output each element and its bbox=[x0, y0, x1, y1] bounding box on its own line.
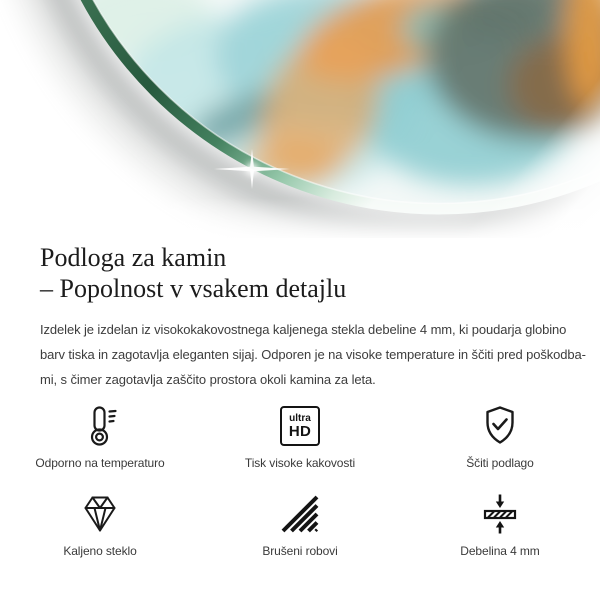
title-line-1: Podloga za kamin bbox=[40, 243, 227, 272]
glass-panel-image bbox=[0, 0, 600, 238]
description-line: barv tiska in zagotavlja eleganten sijaj. Odporen je na visoke temperature in ščiti pred poškodba- bbox=[40, 347, 586, 362]
thermometer-icon bbox=[78, 404, 122, 448]
ultra-hd-text-top: ultra bbox=[289, 412, 311, 424]
shield-check-icon bbox=[478, 404, 522, 448]
page-title bbox=[40, 242, 600, 304]
feature-temperature bbox=[0, 404, 200, 470]
beveled-edges-icon bbox=[278, 492, 322, 536]
description-line: Izdelek je izdelan iz visokokakovostnega kaljenega stekla debeline 4 mm, ki poudarja globino bbox=[40, 322, 567, 337]
feature-grid bbox=[0, 404, 600, 558]
feature-polished-edges bbox=[200, 492, 400, 558]
feature-label: Tisk visoke kakovosti bbox=[244, 456, 356, 470]
feature-label: Odporno na temperaturo bbox=[35, 456, 165, 470]
product-description bbox=[40, 317, 600, 392]
feature-tempered-glass bbox=[0, 492, 200, 558]
feature-thickness bbox=[400, 492, 600, 558]
diamond-icon bbox=[78, 492, 122, 536]
feature-label: Brušeni robovi bbox=[262, 544, 338, 558]
ultra-hd-text-bottom: HD bbox=[288, 422, 312, 440]
ultra-hd-icon bbox=[280, 406, 320, 446]
feature-label: Kaljeno steklo bbox=[63, 544, 137, 558]
description-line: mi, s čimer zagotavlja zaščito prostora okoli kamina za leta. bbox=[40, 372, 376, 387]
title-line-2: – Popolnost v vsakem detajlu bbox=[40, 274, 347, 303]
thickness-icon bbox=[478, 492, 522, 536]
feature-protection bbox=[400, 404, 600, 470]
feature-print-quality bbox=[200, 404, 400, 470]
feature-label: Debelina 4 mm bbox=[460, 544, 540, 558]
product-image bbox=[0, 0, 600, 238]
feature-label: Ščiti podlago bbox=[466, 456, 534, 470]
